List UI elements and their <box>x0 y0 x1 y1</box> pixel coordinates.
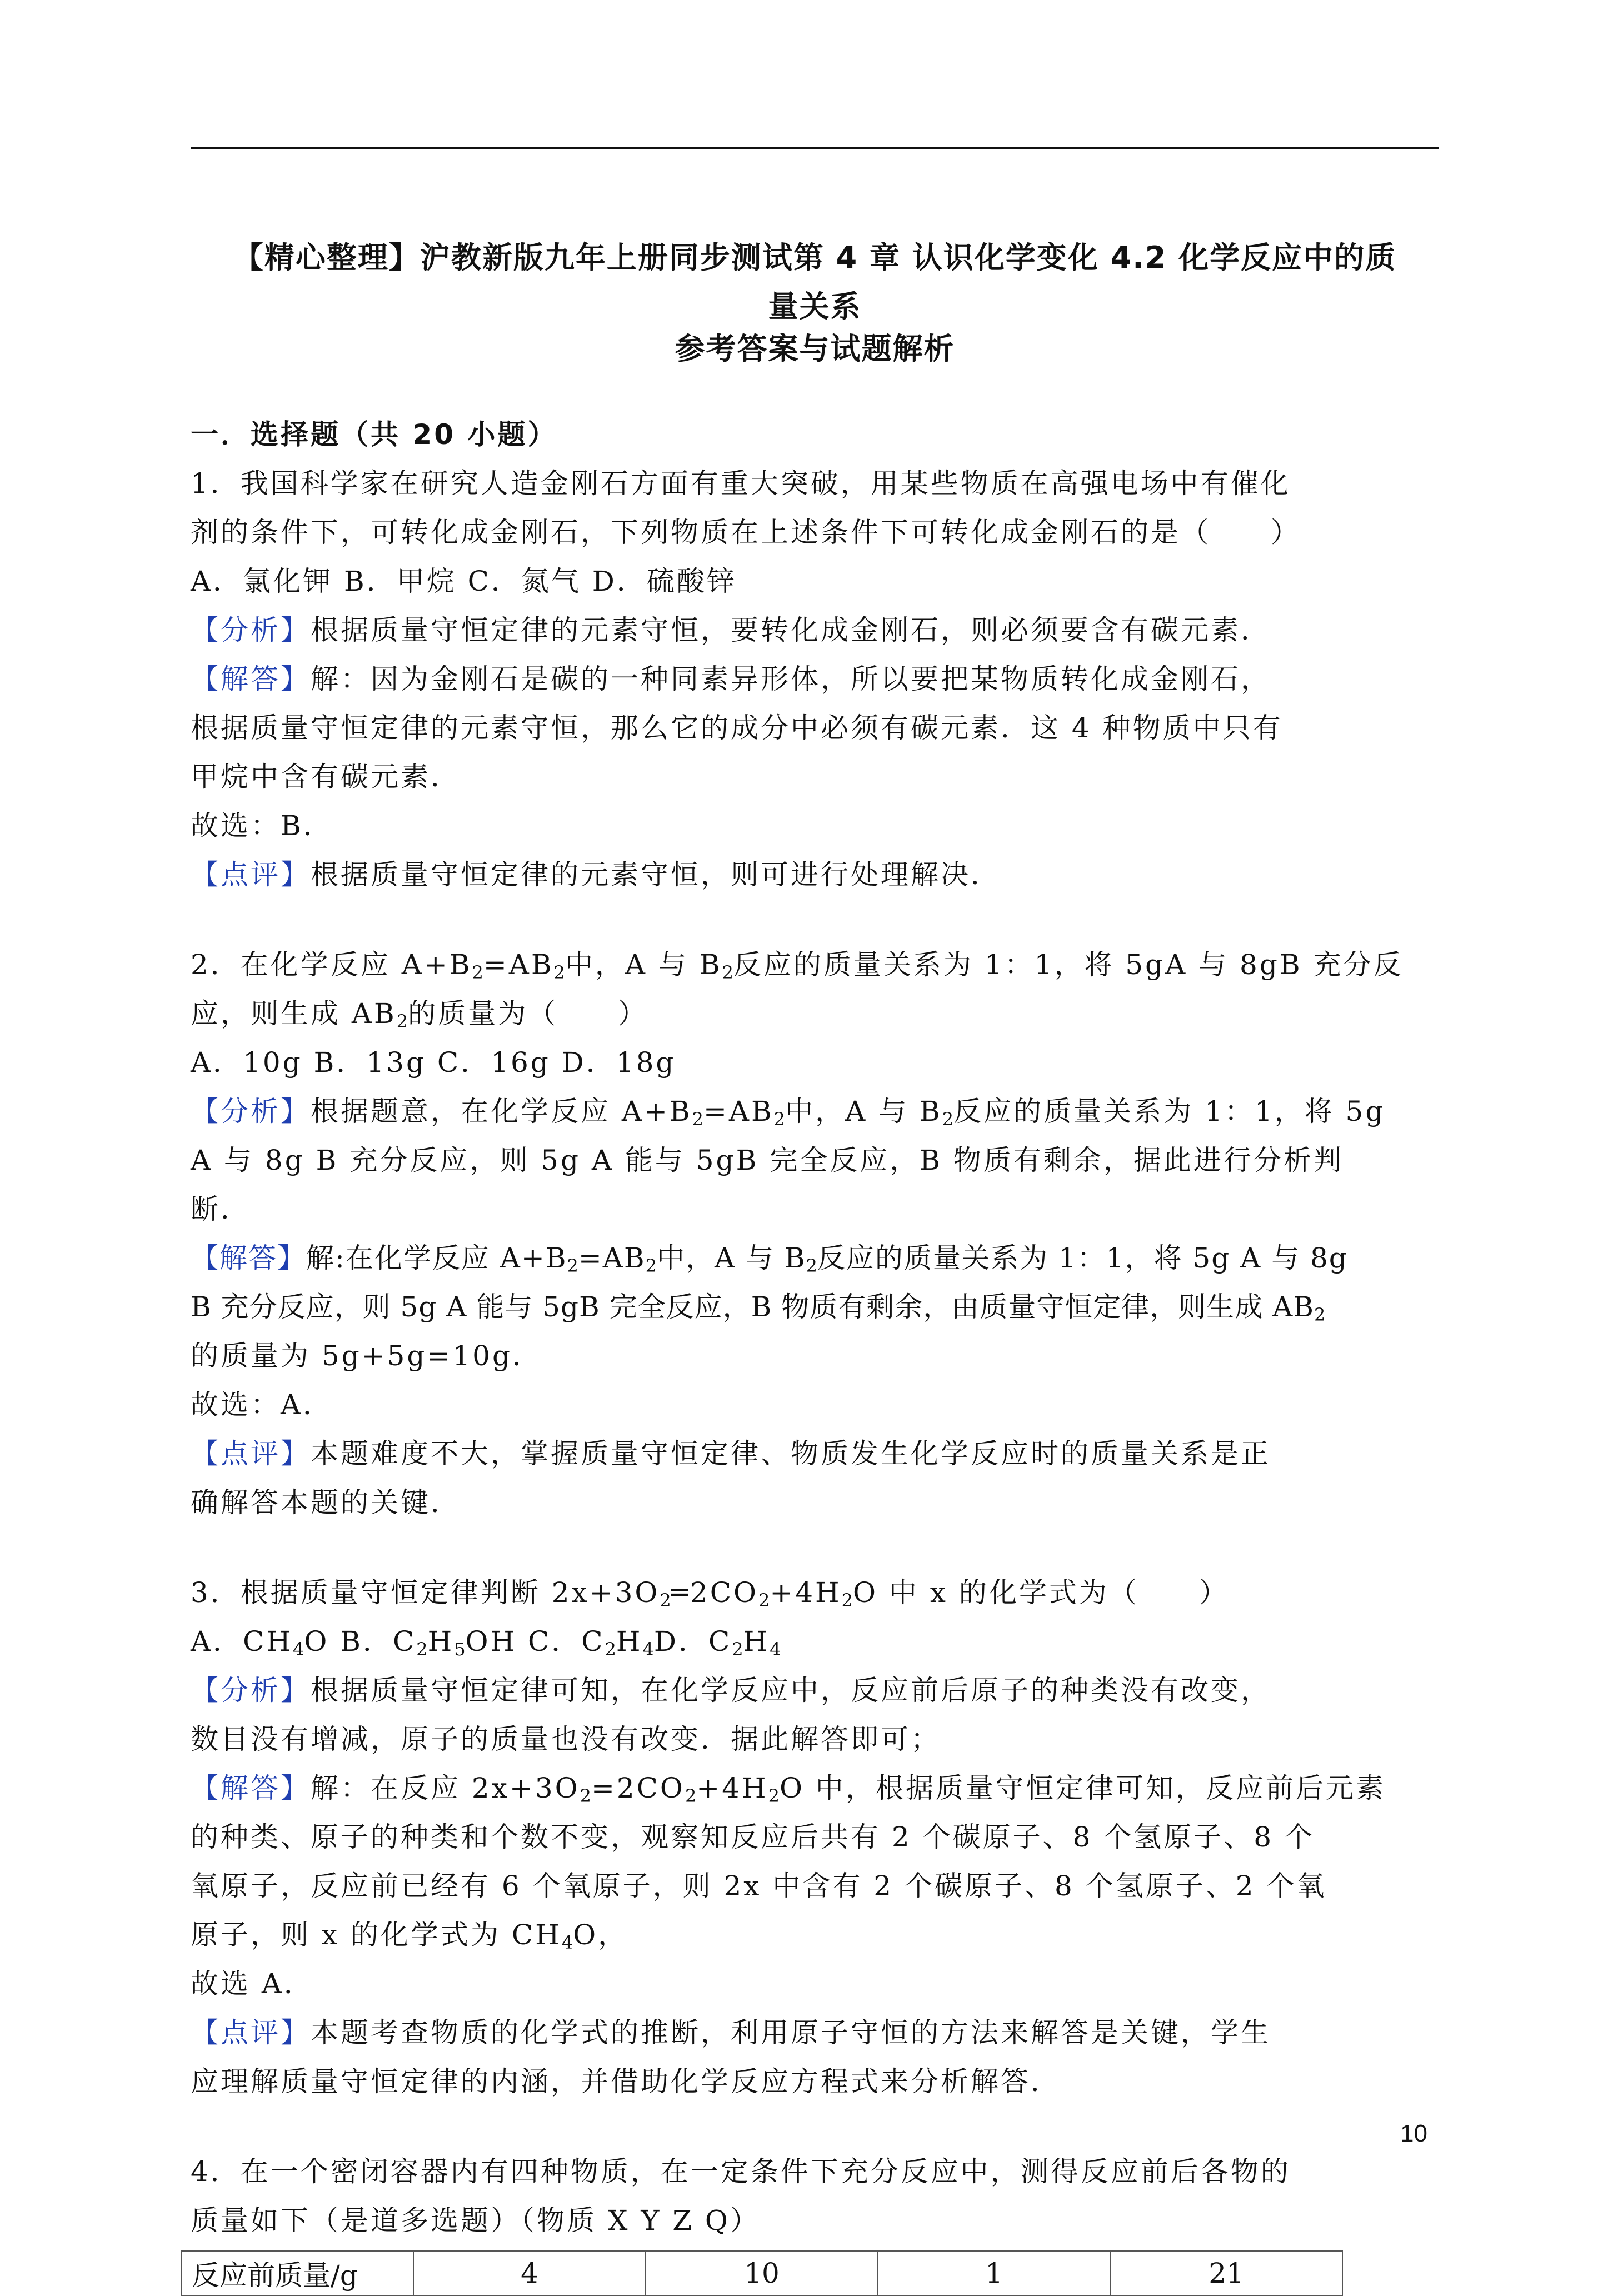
document-subtitle: 参考答案与试题解析 <box>675 331 955 366</box>
question-1-stem-line-1: 1．我国科学家在研究人造金刚石方面有重大突破，用某些物质在高强电场中有催化 <box>191 467 1291 500</box>
question-1 <box>191 459 1430 899</box>
question-4 <box>191 2147 1430 2296</box>
header-rule <box>191 147 1439 149</box>
table-cell: 1 <box>878 2251 1110 2295</box>
document-title <box>191 233 1439 331</box>
question-1-options: A．氯化钾 B．甲烷 C．氮气 D．硫酸锌 <box>191 565 737 597</box>
question-2-stem-line-1: 2．在化学反应 $A+B_2=AB_2$中，A 与 $B_2$反应的质量关系为 1：1，将 5gA 与 8gB 充分反 <box>191 949 1404 983</box>
mass-table <box>181 2250 1343 2296</box>
question-1-answer-line-3: 甲烷中含有碳元素． <box>191 761 461 793</box>
table-row <box>181 2251 1342 2295</box>
question-1-analysis: 【分析】根据质量守恒定律的元素守恒，要转化成金刚石，则必须要含有碳元素． <box>191 614 1271 646</box>
question-3-choice: 故选 A． <box>191 1968 314 2000</box>
question-3 <box>191 1568 1430 2106</box>
question-3-analysis: 【分析】根据质量守恒定律可知，在化学反应中，反应前后原子的种类没有改变， <box>191 1674 1271 1706</box>
page-number: 10 <box>1400 2120 1427 2147</box>
question-2-comment-line-2: 确解答本题的关键． <box>191 1486 461 1519</box>
question-1-comment: 【点评】根据质量守恒定律的元素守恒，则可进行处理解决． <box>191 858 1001 891</box>
question-2-choice: 故选：A． <box>191 1389 333 1421</box>
document-body <box>191 410 1430 2296</box>
question-1-stem-line-2: 剂的条件下，可转化成金刚石，下列物质在上述条件下可转化成金刚石的是（ ） <box>191 516 1301 548</box>
question-3-comment-line-2: 应理解质量守恒定律的内涵，并借助化学反应方程式来分析解答． <box>191 2065 1061 2098</box>
title-line-1: 【精心整理】沪教新版九年上册同步测试第 4 章 认识化学变化 4.2 化学反应中的质 <box>233 240 1397 275</box>
question-3-comment: 【点评】本题考查物质的化学式的推断，利用原子守恒的方法来解答是关键，学生 <box>191 2017 1271 2049</box>
question-2-analysis-line-2: A 与 8g B 充分反应，则 5g A 能与 5gB 完全反应，B 物质有剩余，据此进行分析判 <box>191 1144 1344 1176</box>
question-2-answer-line-2: B 充分反应，则 5g A 能与 5gB 完全反应，B 物质有剩余，由质量守恒定律，则生成 $AB_2$ <box>191 1291 1326 1325</box>
question-4-stem-line-1: 4．在一个密闭容器内有四种物质，在一定条件下充分反应中，测得反应前后各物的 <box>191 2155 1291 2188</box>
question-3-options: A．$CH_4O$ B．$C_2H_5OH$ C．$C_2H_4D$．$C_2H_4$ <box>191 1625 781 1660</box>
question-1-answer-line-2: 根据质量守恒定律的元素守恒，那么它的成分中必须有碳元素．这 4 种物质中只有 <box>191 712 1283 744</box>
table-cell: 4 <box>413 2251 646 2295</box>
question-3-answer-line-2: 的种类、原子的种类和个数不变，观察知反应后共有 2 个碳原子、8 个氢原子、8 个 <box>191 1821 1315 1853</box>
question-2 <box>191 940 1430 1527</box>
analysis-tag: 【分析】 <box>191 614 311 646</box>
question-3-answer-line-4: 原子，则 x 的化学式为 $CH_4O$， <box>191 1919 628 1953</box>
question-3-answer-line-3: 氧原子，反应前已经有 6 个氧原子，则 2x 中含有 2 个碳原子、8 个氢原子、2 个氧 <box>191 1870 1327 1902</box>
question-3-answer: 【解答】解：在反应 $2x+3O_2=2CO_2+4H_2O$ 中，根据质量守恒定律可知，反应前后元素 <box>191 1772 1386 1806</box>
question-2-analysis: 【分析】根据题意，在化学反应 $A+B_2=AB_2$中，A 与 $B_2$反应的质量关系为 1：1，将 5g <box>191 1095 1386 1130</box>
question-2-analysis-line-3: 断． <box>191 1193 251 1225</box>
question-2-stem-line-2: 应，则生成 $AB_2$的质量为（ ） <box>191 997 648 1032</box>
question-4-stem-line-2: 质量如下（是道多选题）（物质 X Y Z Q） <box>191 2204 760 2237</box>
table-row-header: 反应前质量/g <box>181 2251 413 2295</box>
question-3-stem: 3．根据质量守恒定律判断 $2x+3O_2═2CO_2+4H_2O$ 中 x 的化学式为（ ） <box>191 1576 1229 1611</box>
question-3-analysis-line-2: 数目没有增减，原子的质量也没有改变．据此解答即可； <box>191 1723 941 1755</box>
table-cell: 21 <box>1110 2251 1342 2295</box>
question-2-answer-line-3: 的质量为 5g+5g=10g． <box>191 1340 542 1372</box>
question-2-options: A．10g B．13g C．16g D．18g <box>191 1046 676 1079</box>
answer-tag: 【解答】 <box>191 663 311 695</box>
comment-tag: 【点评】 <box>191 858 311 891</box>
title-line-2: 量关系 <box>768 289 862 324</box>
table-cell: 10 <box>646 2251 878 2295</box>
question-2-answer: 【解答】解:在化学反应 $A+B_2=AB_2$中，A 与 $B_2$反应的质量关系为 1：1，将 5g A 与 8g <box>191 1242 1348 1276</box>
question-2-comment: 【点评】本题难度不大，掌握质量守恒定律、物质发生化学反应时的质量关系是正 <box>191 1438 1271 1470</box>
question-1-choice: 故选：B． <box>191 810 333 842</box>
question-1-answer: 【解答】解：因为金刚石是碳的一种同素异形体，所以要把某物质转化成金刚石， <box>191 663 1271 695</box>
section-heading: 一．选择题（共 20 小题） <box>191 418 558 451</box>
